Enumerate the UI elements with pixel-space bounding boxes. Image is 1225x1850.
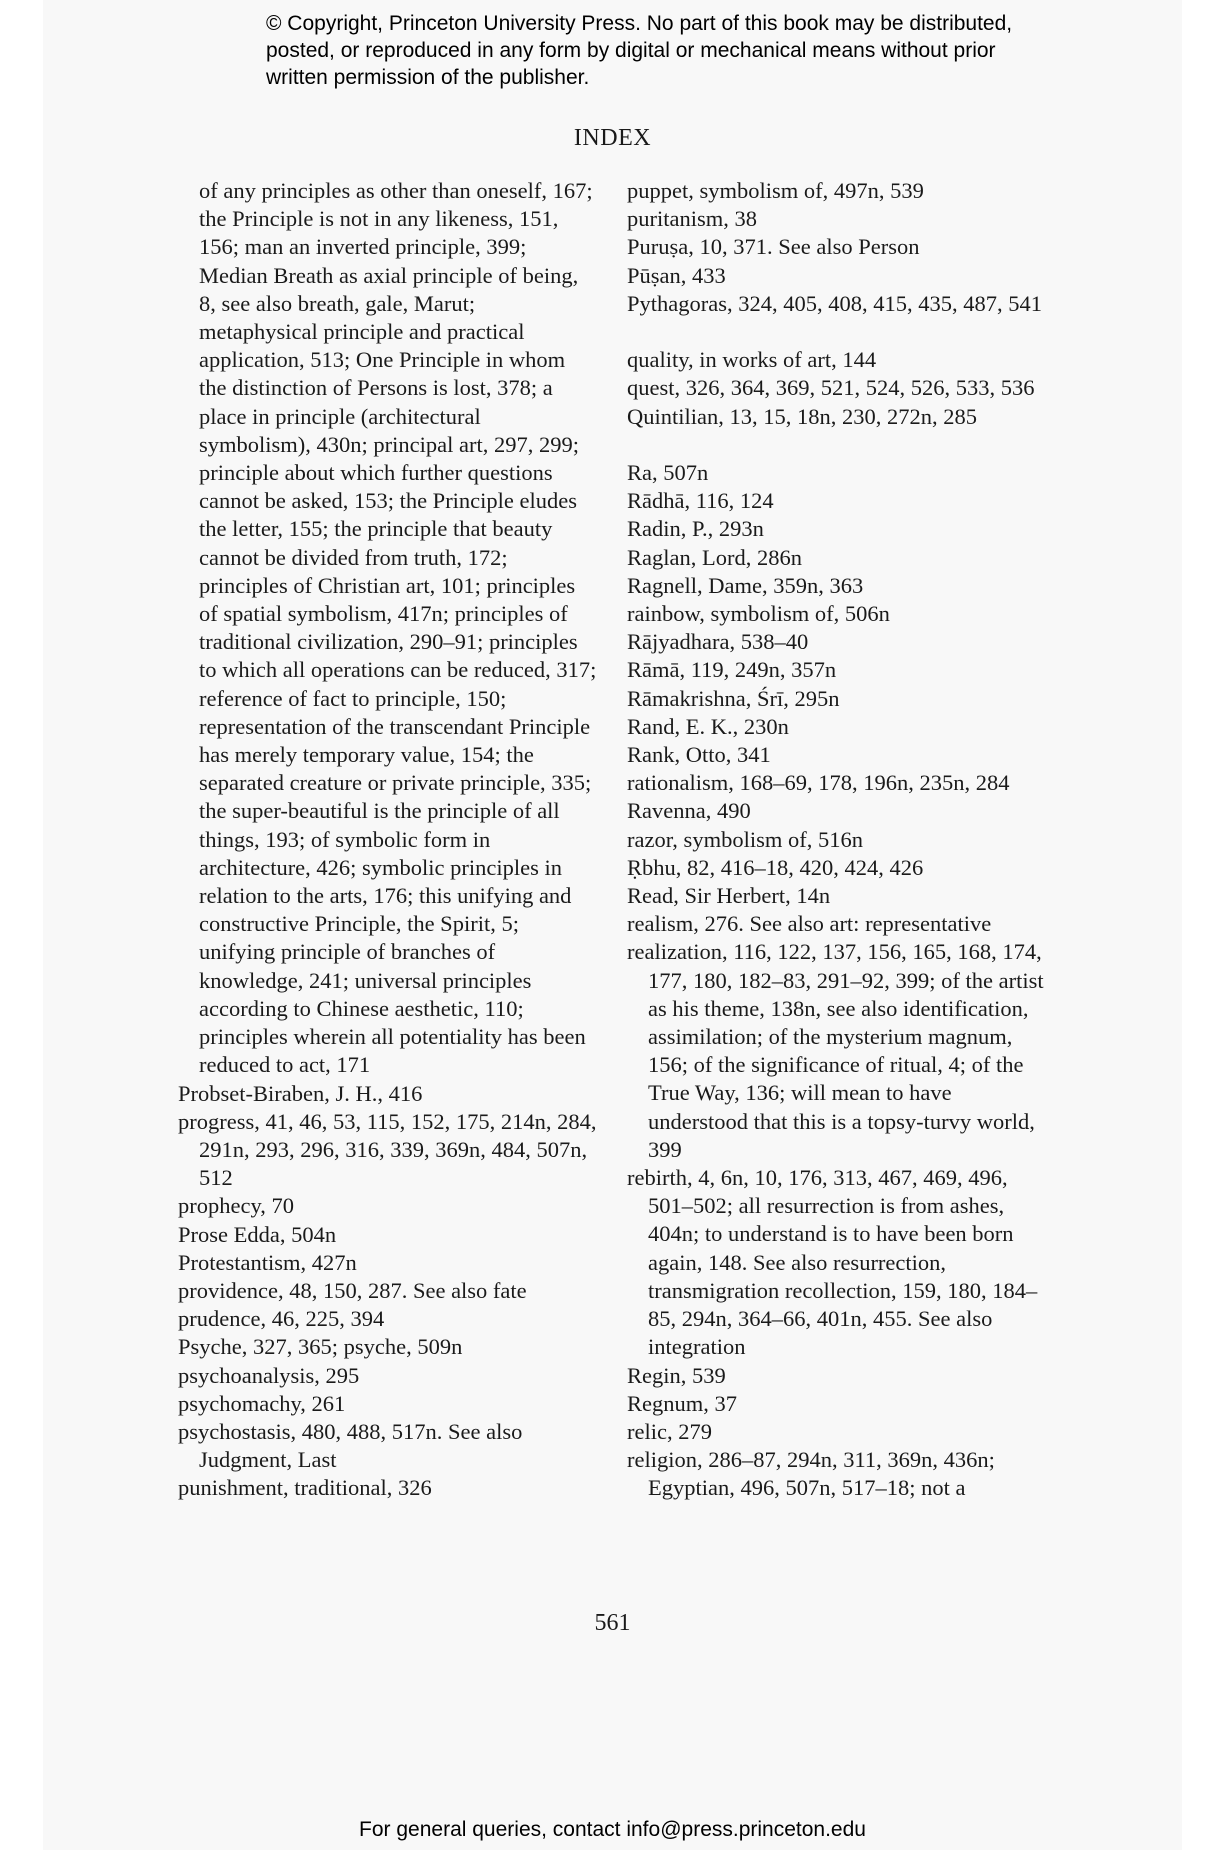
index-entry: Read, Sir Herbert, 14n [627,883,831,909]
index-entry: Rāmā, 119, 249n, 357n [627,657,837,683]
index-entry: Probset-Biraben, J. H., 416 [178,1080,423,1106]
index-entry: Psyche, 327, 365; psyche, 509n [178,1334,463,1360]
index-entry: Pūṣan, 433 [627,262,726,288]
index-entry: of any principles as other than oneself, 167; the Principle is not in any likeness, 151, 156; man an inverted principle, 399; Median Breath as axial principle of being, 8, see also breath, gale, Marut; metaphysical principle and practical application, 513; One Principle in whom the distinction of Persons is lost, 378; a place in principle (architectural symbolism), 430n; principal art, 297, 299; principle about which further questions cannot be asked, 153; the Principle eludes the letter, 155; the principle that beauty cannot be divided from truth, 172; principles of Christian art, 101; principles of spatial symbolism, 417n; principles of traditional civilization, 290–91; principles to which all operations can be reduced, 317; reference of fact to principle, 150; representation of the transcendant Principle has merely temporary value, 154; the separated creature or private principle, 335; the super-beautiful is the principle of all things, 193; of symbolic form in architecture, 426; symbolic principles in relation to the arts, 176; this unifying and constructive Principle, the Spirit, 5; unifying principle of branches of knowledge, 241; universal principles according to Chinese aesthetic, 110; principles wherein all potentiality has been reduced to act, 171 [199,178,597,1078]
index-entry: Regin, 539 [627,1362,726,1388]
index-entry: rationalism, 168–69, 178, 196n, 235n, 284 [627,770,1010,796]
index-entry: Regnum, 37 [627,1390,737,1416]
index-entry: Raglan, Lord, 286n [627,544,802,570]
index-entry: Pythagoras, 324, 405, 408, 415, 435, 487, 541 [627,290,1042,316]
index-entry: Ravenna, 490 [627,798,751,824]
index-entry: quality, in works of art, 144 [627,347,877,373]
index-entry: razor, symbolism of, 516n [627,826,863,852]
index-entry: punishment, traditional, 326 [178,1475,432,1501]
footer-contact: For general queries, contact info@press.princeton.edu [359,1818,866,1841]
index-entry: rebirth, 4, 6n, 10, 176, 313, 467, 469, 496, 501–502; all resurrection is from ashes, 404n; to understand is to have been born again, 148. See also resurrection, transmigration recollection, 159, 180, 184–85, 294n, 364–66, 401n, 455. See also integration [627,1165,1038,1360]
index-entry: Rājyadhara, 538–40 [627,629,809,655]
index-entry: relic, 279 [627,1418,712,1444]
index-entry: Protestantism, 427n [178,1249,357,1275]
index-entry: rainbow, symbolism of, 506n [627,601,890,627]
index-entry: puritanism, 38 [627,206,757,232]
index-entry: Rādhā, 116, 124 [627,488,774,514]
index-column-right [627,177,1047,1503]
index-entry: quest, 326, 364, 369, 521, 524, 526, 533, 536 [627,375,1035,401]
index-entry: puppet, symbolism of, 497n, 539 [627,178,924,203]
index-entry: psychoanalysis, 295 [178,1362,360,1388]
index-entry: psychomachy, 261 [178,1390,346,1416]
index-entry: prudence, 46, 225, 394 [178,1306,385,1332]
index-entry: Rand, E. K., 230n [627,713,789,739]
index-entry: Ṛbhu, 82, 416–18, 420, 424, 426 [627,854,924,880]
index-entry: realization, 116, 122, 137, 156, 165, 168, 174, 177, 180, 182–83, 291–92, 399; of the artist as his theme, 138n, see also identification, assimilation; of the mysterium magnum, 156; of the significance of ritual, 4; of the True Way, 136; will mean to have understood that this is a topsy-turvy world, 399 [627,939,1044,1162]
copyright-notice: © Copyright, Princeton University Press. No part of this book may be distributed, posted, or reproduced in any form by digital or mechanical means without prior written permission of the publisher. [266,12,1013,89]
index-entry: Prose Edda, 504n [178,1221,337,1247]
index-entry: Rāmakrishna, Śrī, 295n [627,685,840,711]
index-entry: Rank, Otto, 341 [627,742,771,768]
index-entry: Puruṣa, 10, 371. See also Person [627,234,920,260]
index-entry: religion, 286–87, 294n, 311, 369n, 436n; Egyptian, 496, 507n, 517–18; not a [627,1447,995,1501]
index-entry: prophecy, 70 [178,1193,295,1219]
index-entry: Ra, 507n [627,460,709,485]
page-number: 561 [594,1610,631,1636]
running-head: INDEX [573,125,652,151]
index-entry: providence, 48, 150, 287. See also fate [178,1277,527,1303]
section-gap [627,318,1047,346]
index-column-left [178,177,598,1503]
index-entry: progress, 41, 46, 53, 115, 152, 175, 214n, 284, 291n, 293, 296, 316, 339, 369n, 484, 507n, 512 [178,1108,597,1191]
section-gap [627,431,1047,459]
index-entry: realism, 276. See also art: representative [627,911,992,937]
index-entry: psychostasis, 480, 488, 517n. See also Judgment, Last [178,1418,523,1473]
index-entry: Radin, P., 293n [627,516,764,542]
index-entry: Quintilian, 13, 15, 18n, 230, 272n, 285 [627,403,977,429]
index-entry: Ragnell, Dame, 359n, 363 [627,572,864,598]
